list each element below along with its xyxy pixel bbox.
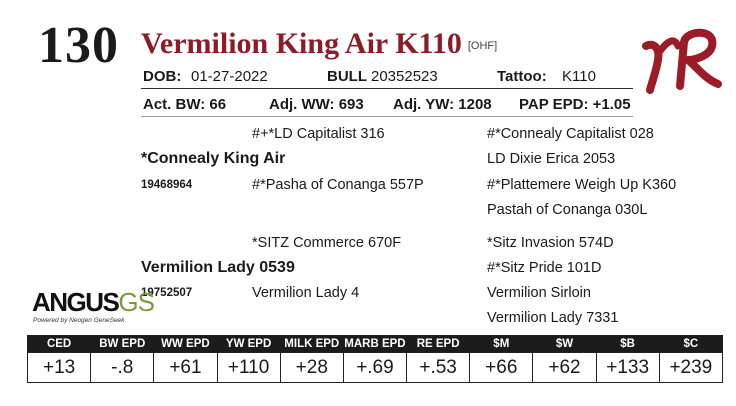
dam-name: Vermilion Lady 0539 xyxy=(141,259,295,276)
adjusted-ww: Adj. WW: 693 xyxy=(269,96,364,113)
sire-registration: 19468964 xyxy=(141,179,193,191)
dam-sire: *SITZ Commerce 670F xyxy=(252,235,402,251)
adjusted-yw: Adj. YW: 1208 xyxy=(393,96,492,113)
dam-sire-sire: *Sitz Invasion 574D xyxy=(487,235,614,251)
epd-value-yw: +110 xyxy=(217,353,280,383)
angus-logo-tagline: Powered by Neogen GeneSeek xyxy=(33,317,125,324)
epd-value-c: +239 xyxy=(659,353,722,383)
epd-header-bw: BW EPD xyxy=(91,335,154,353)
epd-header-w: $W xyxy=(533,335,596,353)
angus-logo-word xyxy=(32,287,154,317)
sire-sire-dam: LD Dixie Erica 2053 xyxy=(487,151,616,167)
animal-name-text: Vermilion King Air K110 xyxy=(141,27,462,60)
sire-sire: #+*LD Capitalist 316 xyxy=(252,126,385,142)
dam-registration: 19752507 xyxy=(141,287,193,299)
sire-dam-sire: #*Plattemere Weigh Up K360 xyxy=(487,177,677,193)
sire-dam-dam: Pastah of Conanga 030L xyxy=(487,202,648,218)
epd-header-re: RE EPD xyxy=(407,335,470,353)
epd-value-marb: +.69 xyxy=(343,353,406,383)
registration-number: 20352523 xyxy=(371,68,438,85)
dam-sire-dam: #*Sitz Pride 101D xyxy=(487,260,602,276)
epd-header-ww: WW EPD xyxy=(154,335,217,353)
epd-value-re: +.53 xyxy=(407,353,470,383)
angus-logo-suffix: GS xyxy=(118,287,154,317)
epd-value-milk: +28 xyxy=(280,353,343,383)
measures-row xyxy=(141,94,633,117)
epd-header-milk: MILK EPD xyxy=(280,335,343,353)
epd-header-c: $C xyxy=(659,335,722,353)
vr-brand-mark-icon xyxy=(640,24,722,94)
epd-header-b: $B xyxy=(596,335,659,353)
epd-header-marb: MARB EPD xyxy=(343,335,406,353)
tattoo-label: Tattoo: xyxy=(497,68,547,85)
info-row xyxy=(141,66,633,89)
lot-number: 130 xyxy=(38,17,119,74)
epd-header-ced: CED xyxy=(28,335,91,353)
epd-value-m: +66 xyxy=(470,353,533,383)
epd-header-row xyxy=(28,335,723,353)
epd-header-yw: YW EPD xyxy=(217,335,280,353)
epd-table xyxy=(27,335,723,383)
dam-dam: Vermilion Lady 4 xyxy=(252,285,360,301)
dam-dam-sire: Vermilion Sirloin xyxy=(487,285,591,301)
epd-value-row xyxy=(28,353,723,383)
epd-value-w: +62 xyxy=(533,353,596,383)
sire-name: *Connealy King Air xyxy=(141,150,286,167)
actual-bw: Act. BW: 66 xyxy=(143,96,227,113)
sire-dam: #*Pasha of Conanga 557P xyxy=(252,177,424,193)
dob-value: 01-27-2022 xyxy=(191,68,268,85)
angus-gs-logo xyxy=(32,287,154,329)
dob-label: DOB: xyxy=(143,68,182,85)
epd-value-ww: +61 xyxy=(154,353,217,383)
animal-name xyxy=(141,24,497,66)
angus-logo-text: ANGUS xyxy=(32,287,119,317)
epd-value-b: +133 xyxy=(596,353,659,383)
epd-header-m: $M xyxy=(470,335,533,353)
tattoo-value: K110 xyxy=(562,68,596,85)
epd-value-bw: -.8 xyxy=(91,353,154,383)
animal-name-tag: [OHF] xyxy=(467,40,498,53)
sire-sire-sire: #*Connealy Capitalist 028 xyxy=(487,126,654,142)
sex-value: BULL xyxy=(327,68,367,85)
dam-dam-dam: Vermilion Lady 7331 xyxy=(487,310,619,326)
epd-value-ced: +13 xyxy=(28,353,91,383)
pap-epd: PAP EPD: +1.05 xyxy=(519,96,631,113)
